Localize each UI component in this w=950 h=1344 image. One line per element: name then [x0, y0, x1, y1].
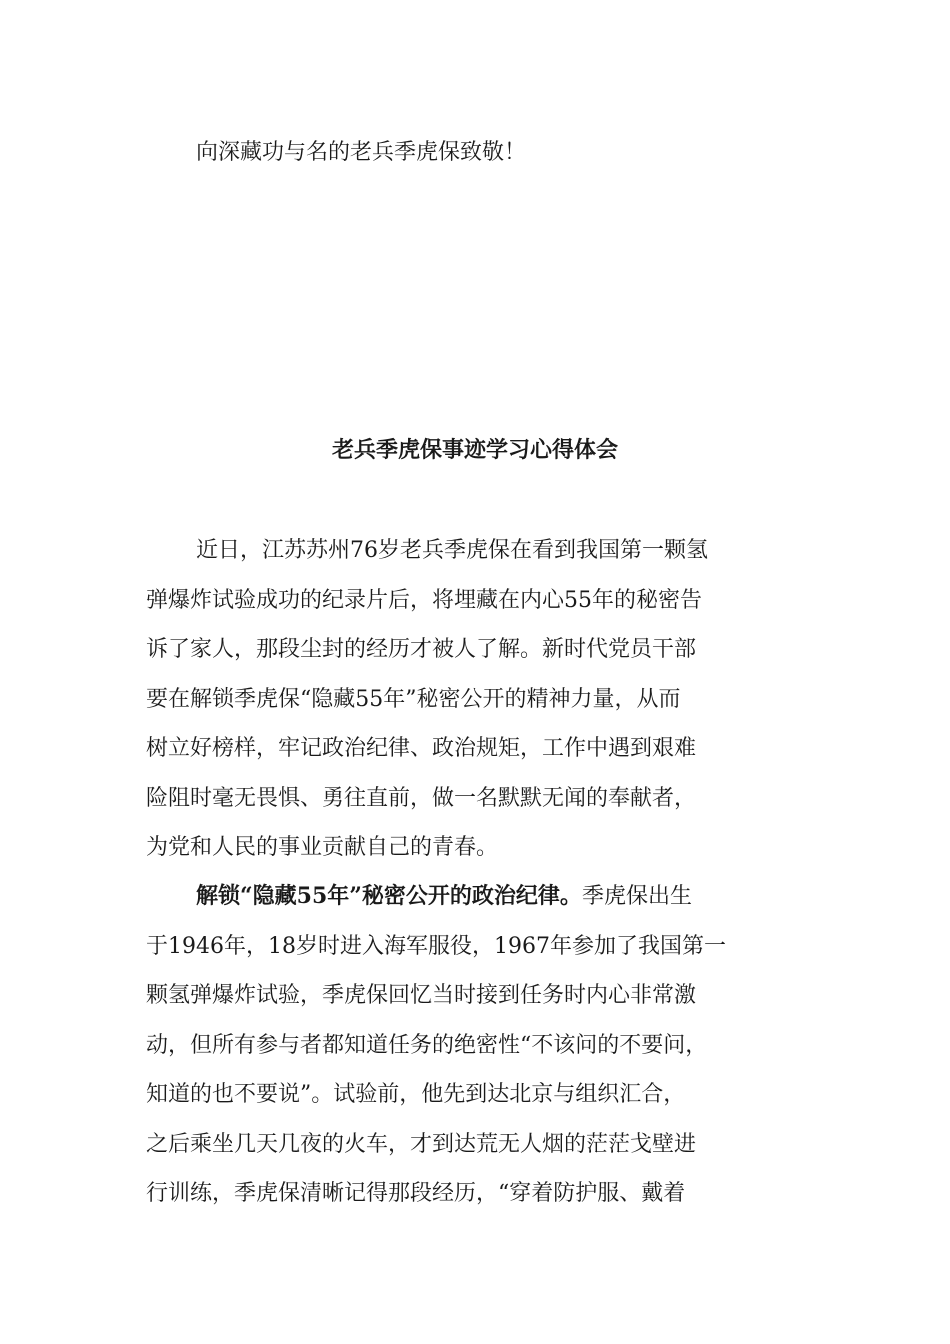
paragraph-political-discipline: [146, 872, 816, 1219]
paragraph-line: 险阻时毫无畏惧、勇往直前，做一名默默无闻的奉献者，: [146, 785, 697, 811]
closing-line: 向深藏功与名的老兵季虎保致敬！: [196, 140, 527, 165]
paragraph-line: 于1946年，18岁时进入海军服役，1967年参加了我国第一: [146, 933, 726, 959]
section-heading: 解锁“隐藏55年”秘密公开的政治纪律。: [196, 883, 582, 909]
paragraph-line: 弹爆炸试验成功的纪录片后，将埋藏在内心55年的秘密告: [146, 587, 702, 613]
paragraph-line: 动，但所有参与者都知道任务的绝密性“不该问的不要问，: [146, 1032, 708, 1058]
paragraph-line: 之后乘坐几天几夜的火车，才到达荒无人烟的茫茫戈壁进: [146, 1131, 697, 1157]
paragraph-line-rest: 季虎保出生: [581, 884, 692, 909]
article-title: 老兵季虎保事迹学习心得体会: [331, 437, 618, 463]
paragraph-line: 要在解锁季虎保“隐藏55年”秘密公开的精神力量，从而: [146, 686, 681, 712]
paragraph-first-line: [146, 872, 816, 922]
paragraph-intro: [146, 526, 816, 873]
paragraph-line: 诉了家人，那段尘封的经历才被人了解。新时代党员干部: [146, 637, 697, 662]
paragraph-line: 近日，江苏苏州76岁老兵季虎保在看到我国第一颗氢: [196, 538, 708, 563]
paragraph-line: 树立好榜样，牢记政治纪律、政治规矩，工作中遇到艰难: [146, 736, 697, 761]
paragraph-line: 为党和人民的事业贡献自己的青春。: [146, 835, 499, 860]
paragraph-line: 行训练，季虎保清晰记得那段经历，“穿着防护服、戴着: [146, 1181, 686, 1206]
paragraph-line: 知道的也不要说”。试验前，他先到达北京与组织汇合，: [146, 1082, 686, 1107]
paragraph-line: 颗氢弹爆炸试验，季虎保回忆当时接到任务时内心非常激: [146, 983, 697, 1008]
